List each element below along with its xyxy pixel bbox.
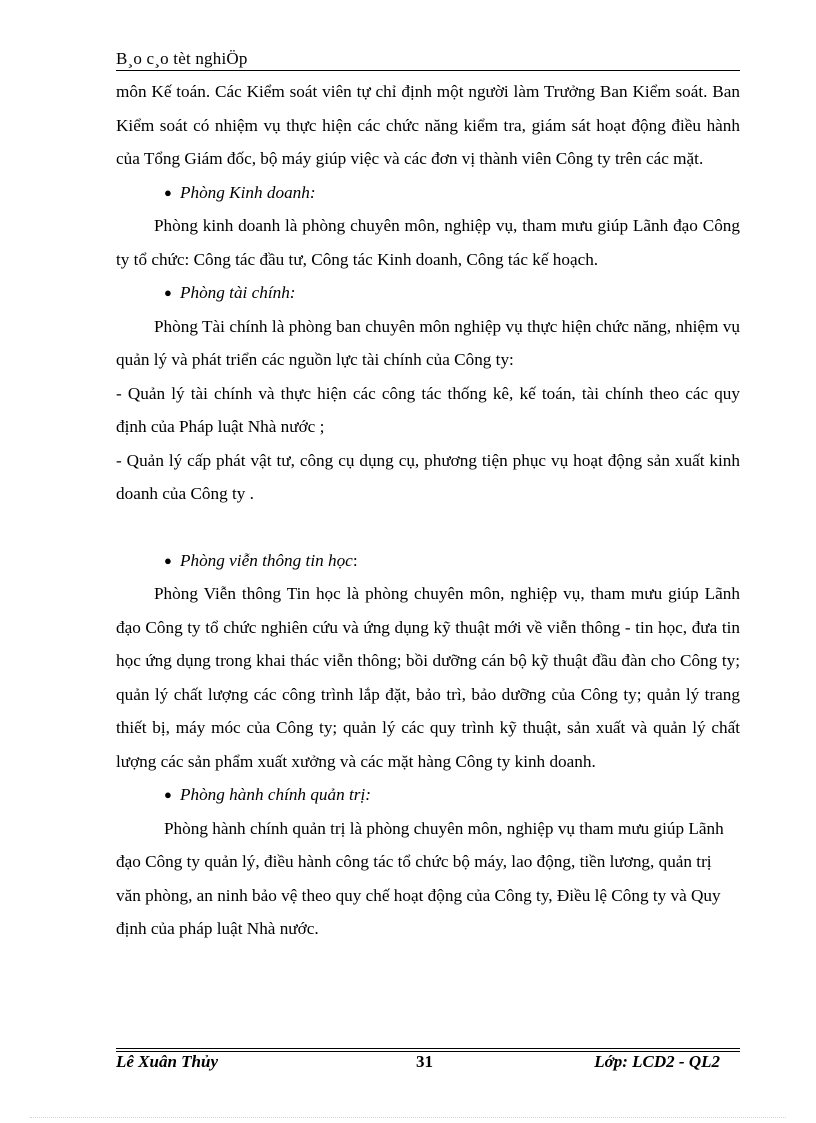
paragraph-admin-dept: Phòng hành chính quản trị là phòng chuyên môn, nghiệp vụ tham mưu giúp Lãnh đạo Công ty quản lý, điều hành công tác tổ chức bộ máy, lao động, tiền lương, quản trị văn phòng, an ninh bảo vệ theo quy chế hoạt động của Công ty, Điều lệ Công ty và Quy định của pháp luật Nhà nước. <box>116 818 724 938</box>
bullet-heading-admin <box>116 778 740 812</box>
bullet-heading-it <box>116 544 740 578</box>
blank-line <box>116 511 740 544</box>
document-body <box>116 75 740 946</box>
page-footer <box>116 1052 740 1078</box>
bullet-heading-colon: : <box>352 550 358 570</box>
footer-class-label: Lớp: LCD2 - QL2 <box>594 1052 720 1071</box>
footer-page-number: 31 <box>416 1052 433 1071</box>
paragraph-finance-dept: Phòng Tài chính là phòng ban chuyên môn nghiệp vụ thực hiện chức năng, nhiệm vụ quản lý và phát triển các nguồn lực tài chính của Công ty: <box>116 316 740 369</box>
bullet-icon: ● <box>164 552 172 568</box>
paragraph-it-dept: Phòng Viễn thông Tin học là phòng chuyên môn, nghiệp vụ, tham mưu giúp Lãnh đạo Công ty tổ chức nghiên cứu và ứng dụng kỹ thuật mới về viễn thông - tin học, đưa tin học ứng dụng trong khai thác viễn thông; bồi dưỡng cán bộ kỹ thuật đầu đàn cho Công ty; quản lý chất lượng các công trình lắp đặt, bảo trì, bảo dưỡng của Công ty; quản lý trang thiết bị, máy móc của Công ty; quản lý các quy trình kỹ thuật, sản xuất và quản lý chất lượng các sản phẩm xuất xưởng và các mặt hàng Công ty kinh doanh. <box>116 584 740 771</box>
header-title: B¸o c¸o tèt nghiÖp <box>116 49 248 68</box>
paragraph-finance-item-2: - Quản lý cấp phát vật tư, công cụ dụng cụ, phương tiện phục vụ hoạt động sản xuất kinh doanh của Công ty . <box>116 450 740 503</box>
footer-rule <box>116 1048 740 1049</box>
bullet-heading-finance <box>116 276 740 310</box>
bullet-heading-business <box>116 176 740 210</box>
page-edge-dots <box>30 1117 786 1118</box>
bullet-heading-text: Phòng tài chính: <box>180 283 296 302</box>
bullet-heading-text: Phòng Kinh doanh: <box>180 182 316 202</box>
paragraph-finance-item-1: - Quản lý tài chính và thực hiện các công tác thống kê, kế toán, tài chính theo các quy định của Pháp luật Nhà nước ; <box>116 383 740 436</box>
paragraph-business-dept: Phòng kinh doanh là phòng chuyên môn, nghiệp vụ, tham mưu giúp Lãnh đạo Công ty tổ chức: Công tác đầu tư, Công tác Kinh doanh, Công tác kế hoạch. <box>116 216 740 269</box>
bullet-icon: ● <box>164 184 172 200</box>
bullet-heading-text: Phòng hành chính quản trị: <box>180 785 371 804</box>
bullet-heading-text: Phòng viễn thông tin học <box>180 550 353 570</box>
bullet-icon: ● <box>164 787 172 802</box>
header-rule <box>116 70 740 71</box>
bullet-icon: ● <box>164 285 172 300</box>
paragraph-supervisory-board: môn Kế toán. Các Kiểm soát viên tự chỉ định một người làm Trưởng Ban Kiểm soát. Ban Kiểm soát có nhiệm vụ thực hiện các chức năng kiểm tra, giám sát hoạt động điều hành của Tổng Giám đốc, bộ máy giúp việc và các đơn vị thành viên Công ty trên các mặt. <box>116 82 740 168</box>
footer-author: Lê Xuân Thủy <box>116 1052 219 1071</box>
